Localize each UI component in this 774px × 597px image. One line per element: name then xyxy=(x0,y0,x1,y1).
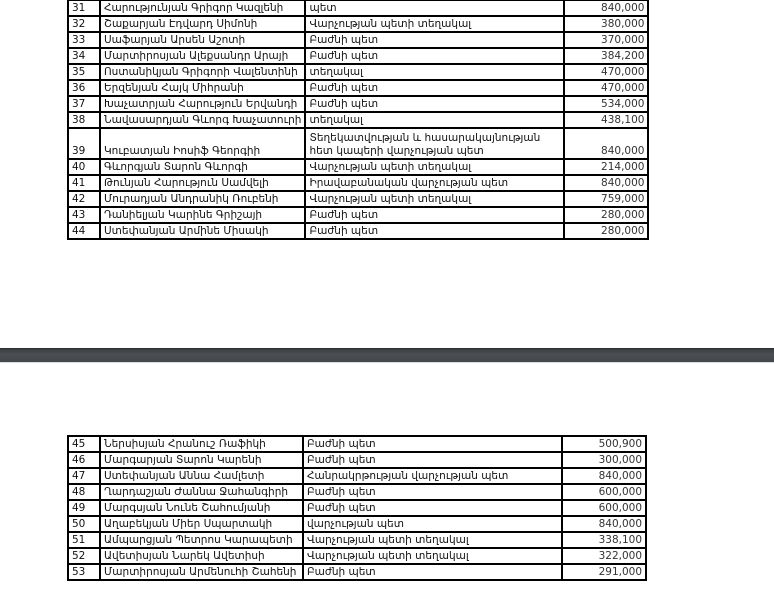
table-row xyxy=(68,564,646,580)
row-number: 38 xyxy=(68,112,100,128)
employee-name: Մուրադյան Անդրանիկ Ռուբենի xyxy=(100,191,305,207)
position-title: Բաժնի պետ xyxy=(303,564,562,580)
position-title: Վարչության պետի տեղակալ xyxy=(305,16,564,32)
table-row xyxy=(68,112,648,128)
salary-amount: 840,000 xyxy=(564,0,648,16)
position-title: Բաժնի պետ xyxy=(303,500,562,516)
employee-name: Ղարդաշյան Ժաննա Ջահանգիրի xyxy=(100,484,303,500)
salary-amount: 500,900 xyxy=(562,436,646,452)
row-number: 37 xyxy=(68,96,100,112)
row-number: 40 xyxy=(68,159,100,175)
position-title: Վարչության պետի տեղակալ xyxy=(305,159,564,175)
row-number: 53 xyxy=(68,564,100,580)
table-row xyxy=(68,159,648,175)
table-row xyxy=(68,484,646,500)
salary-amount: 470,000 xyxy=(564,80,648,96)
row-number: 41 xyxy=(68,175,100,191)
page-separator xyxy=(0,348,774,363)
position-title: տեղակալ xyxy=(305,112,564,128)
salary-amount: 214,000 xyxy=(564,159,648,175)
salary-amount: 840,000 xyxy=(564,175,648,191)
salary-amount: 534,000 xyxy=(564,96,648,112)
salary-amount: 840,000 xyxy=(564,128,648,159)
employee-name: Շաքարյան Էդվարդ Սիմոնի xyxy=(100,16,305,32)
staff-table-page-1 xyxy=(67,0,649,240)
table-row xyxy=(68,48,648,64)
employee-name: Մարգարյան Տարոն Կարենի xyxy=(100,452,303,468)
table-row xyxy=(68,0,648,16)
table-row xyxy=(68,223,648,239)
position-title: Վարչության պետի տեղակալ xyxy=(305,191,564,207)
row-number: 48 xyxy=(68,484,100,500)
salary-amount: 438,100 xyxy=(564,112,648,128)
employee-name: Աղաբեկյան Միեր Սպարտակի xyxy=(100,516,303,532)
employee-name: Սաֆարյան Արսեն Աշոտի xyxy=(100,32,305,48)
table-row xyxy=(68,452,646,468)
salary-amount: 380,000 xyxy=(564,16,648,32)
table-row xyxy=(68,128,648,159)
row-number: 39 xyxy=(68,128,100,159)
position-title: Բաժնի պետ xyxy=(305,96,564,112)
employee-name: Երզենյան Հայկ Միհրանի xyxy=(100,80,305,96)
document-page-2 xyxy=(0,363,774,597)
salary-amount: 600,000 xyxy=(562,500,646,516)
salary-amount: 322,000 xyxy=(562,548,646,564)
employee-name: Ամպարցյան Պետրոս Կարապետի xyxy=(100,532,303,548)
employee-name: Նավասարդյան Գևորգ Խաչատուրի xyxy=(100,112,305,128)
table-row xyxy=(68,175,648,191)
table-row xyxy=(68,548,646,564)
employee-name: Հարությունյան Գրիգոր Կազլենի xyxy=(100,0,305,16)
position-title: Հանրակրթության վարչության պետ xyxy=(303,468,562,484)
employee-name: Ներսիսյան Հրանուշ Ռաֆիկի xyxy=(100,436,303,452)
employee-name: Ոստանիկյան Գրիգորի Վալենտինի xyxy=(100,64,305,80)
table-row xyxy=(68,80,648,96)
row-number: 46 xyxy=(68,452,100,468)
table-row xyxy=(68,32,648,48)
position-title: Բաժնի պետ xyxy=(305,32,564,48)
position-title: Բաժնի պետ xyxy=(305,223,564,239)
employee-name: Մարտիրոսյան Արմենուհի Շահենի xyxy=(100,564,303,580)
position-title: Վարչության պետի տեղակալ xyxy=(303,548,562,564)
position-title: վարչության պետ xyxy=(303,516,562,532)
row-number: 31 xyxy=(68,0,100,16)
table-row xyxy=(68,516,646,532)
row-number: 42 xyxy=(68,191,100,207)
table-row xyxy=(68,436,646,452)
row-number: 33 xyxy=(68,32,100,48)
salary-amount: 600,000 xyxy=(562,484,646,500)
position-title: Վարչության պետի տեղակալ xyxy=(303,532,562,548)
position-title: Բաժնի պետ xyxy=(303,436,562,452)
employee-name: Մարտիրոսյան Ալեքսանդր Արայի xyxy=(100,48,305,64)
salary-amount: 338,100 xyxy=(562,532,646,548)
salary-amount: 759,000 xyxy=(564,191,648,207)
row-number: 50 xyxy=(68,516,100,532)
employee-name: Ավետիսյան Նարեկ Ավետիսի xyxy=(100,548,303,564)
row-number: 43 xyxy=(68,207,100,223)
table-row xyxy=(68,96,648,112)
table-row xyxy=(68,191,648,207)
salary-amount: 280,000 xyxy=(564,223,648,239)
table-row xyxy=(68,16,648,32)
position-title: Բաժնի պետ xyxy=(303,484,562,500)
position-title: Բաժնի պետ xyxy=(303,452,562,468)
position-title: պետ xyxy=(305,0,564,16)
position-title: Տեղեկատվության և հասարակայնության հետ կապերի վարչության պետ xyxy=(305,128,564,159)
row-number: 36 xyxy=(68,80,100,96)
employee-name: Թունյան Հարություն Սամվելի xyxy=(100,175,305,191)
employee-name: Ստեփանյան Աննա Համլետի xyxy=(100,468,303,484)
salary-amount: 840,000 xyxy=(562,468,646,484)
row-number: 49 xyxy=(68,500,100,516)
salary-amount: 280,000 xyxy=(564,207,648,223)
salary-amount: 291,000 xyxy=(562,564,646,580)
position-title: Բաժնի պետ xyxy=(305,48,564,64)
row-number: 34 xyxy=(68,48,100,64)
table-row xyxy=(68,468,646,484)
employee-name: Մարգսյան Նունե Շահումյանի xyxy=(100,500,303,516)
row-number: 51 xyxy=(68,532,100,548)
employee-name: Դանիելյան Կարինե Գրիշայի xyxy=(100,207,305,223)
table-row xyxy=(68,532,646,548)
salary-amount: 370,000 xyxy=(564,32,648,48)
table-row xyxy=(68,500,646,516)
position-title: Բաժնի պետ xyxy=(305,80,564,96)
table-row xyxy=(68,64,648,80)
employee-name: Խաչատրյան Հարություն Երվանդի xyxy=(100,96,305,112)
employee-name: Գևորգյան Տարոն Գևորգի xyxy=(100,159,305,175)
position-title: տեղակալ xyxy=(305,64,564,80)
row-number: 44 xyxy=(68,223,100,239)
salary-amount: 470,000 xyxy=(564,64,648,80)
row-number: 52 xyxy=(68,548,100,564)
staff-table-page-2 xyxy=(67,435,647,581)
row-number: 35 xyxy=(68,64,100,80)
table-row xyxy=(68,207,648,223)
employee-name: Ստեփանյան Արմինե Միսակի xyxy=(100,223,305,239)
position-title: Իրավաբանական վարչության պետ xyxy=(305,175,564,191)
employee-name: Կուբատյան Իոսիֆ Գեորգիի xyxy=(100,128,305,159)
salary-amount: 384,200 xyxy=(564,48,648,64)
position-title: Բաժնի պետ xyxy=(305,207,564,223)
row-number: 47 xyxy=(68,468,100,484)
salary-amount: 300,000 xyxy=(562,452,646,468)
row-number: 45 xyxy=(68,436,100,452)
salary-amount: 840,000 xyxy=(562,516,646,532)
row-number: 32 xyxy=(68,16,100,32)
